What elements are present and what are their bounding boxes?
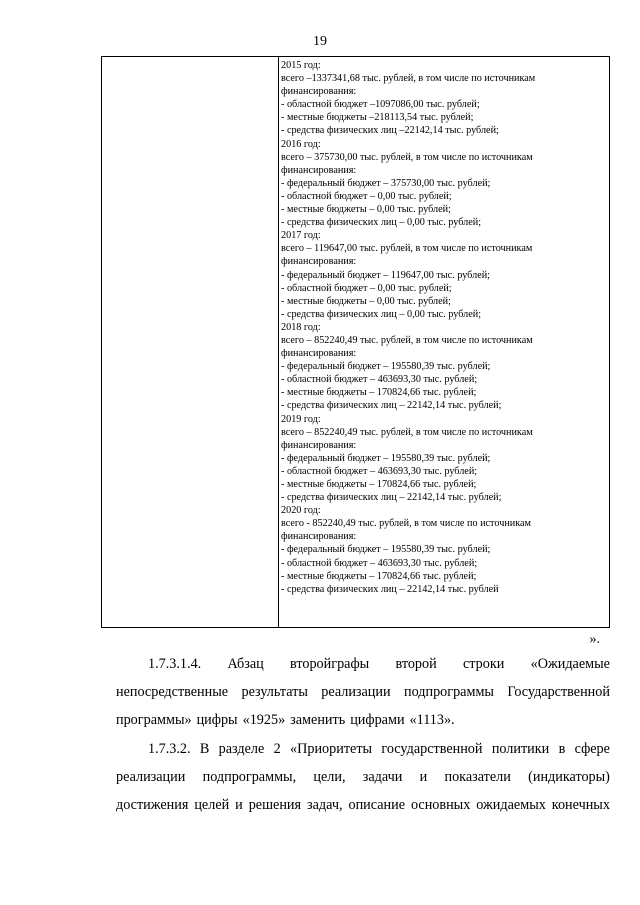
word: политики — [491, 741, 550, 757]
word: сфере — [574, 741, 610, 757]
table-line: 2018 год: — [281, 321, 321, 333]
table-line: - средства физических лиц –22142,14 тыс. рублей; — [281, 125, 499, 137]
word: «1113». — [409, 712, 455, 728]
table-line: - местные бюджеты – 170824,66 тыс. рублей; — [281, 570, 477, 582]
table-line: - областной бюджет – 463693,30 тыс. рублей; — [281, 465, 478, 477]
word: ожидаемых — [476, 797, 546, 813]
word: и — [235, 797, 243, 813]
word: Государственной — [507, 684, 610, 700]
word: реализации — [116, 769, 186, 785]
table-line: 2016 год: — [281, 138, 321, 150]
table-line: 2015 год: — [281, 60, 321, 71]
table-line: 2020 год: — [281, 505, 321, 517]
table-line: финансирования: — [281, 348, 357, 360]
paragraph-1-7-3-1-4 — [116, 650, 610, 734]
table-line: - областной бюджет – 0,00 тыс. рублей; — [281, 282, 452, 294]
word: «1925» — [242, 712, 286, 728]
word: разделе — [218, 741, 265, 757]
para1-line1 — [116, 650, 610, 678]
table-line: - областной бюджет – 463693,30 тыс. рублей; — [281, 557, 478, 569]
word: конечных — [551, 797, 610, 813]
paragraph-1-7-3-2 — [116, 735, 610, 819]
word: В — [199, 741, 210, 757]
table-line: 2019 год: — [281, 413, 321, 425]
word: Абзац — [227, 656, 264, 672]
word: достижения — [116, 797, 189, 813]
word: государственной — [381, 741, 483, 757]
table-line: - местные бюджеты – 170824,66 тыс. рублей; — [281, 479, 477, 490]
word: программы» — [116, 712, 192, 728]
word: непосредственные — [116, 684, 229, 700]
table-line: - средства физических лиц – 0,00 тыс. рублей; — [281, 217, 482, 229]
word: показатели — [444, 769, 511, 785]
closing-quote: ». — [589, 632, 600, 647]
table-line: всего – 852240,49 тыс. рублей, в том числе по источникам — [281, 334, 533, 346]
table-line: всего – 375730,00 тыс. рублей, в том числе по источникам — [281, 151, 533, 163]
word: (индикаторы) — [528, 769, 610, 785]
table-line: всего - 852240,49 тыс. рублей, в том числе по источникам — [281, 518, 531, 530]
table-line: - средства физических лиц – 22142,14 тыс. рублей — [281, 583, 499, 595]
table-line: всего – 852240,49 тыс. рублей, в том числе по источникам — [281, 426, 533, 438]
word: и — [419, 769, 428, 785]
financing-table — [101, 56, 610, 628]
table-line: - областной бюджет – 0,00 тыс. рублей; — [281, 190, 452, 202]
word: в — [558, 741, 566, 757]
word: «Приоритеты — [290, 741, 373, 757]
table-line: - федеральный бюджет – 119647,00 тыс. рублей; — [281, 269, 491, 281]
word: строки — [462, 656, 505, 672]
word: решения — [248, 797, 302, 813]
word: 2 — [273, 741, 281, 757]
word: 1.7.3.2. — [148, 741, 191, 757]
word: цели, — [313, 769, 346, 785]
para2-line3 — [116, 791, 610, 819]
table-line: финансирования: — [281, 256, 357, 268]
word: второй — [395, 656, 437, 672]
word: задачи — [362, 769, 403, 785]
table-line: 2017 год: — [281, 230, 321, 242]
para1-line3 — [116, 706, 610, 734]
table-line: - местные бюджеты – 170824,66 тыс. рублей; — [281, 387, 477, 399]
column-divider — [278, 57, 279, 627]
word: второйграфы — [290, 656, 370, 672]
word: «Ожидаемые — [530, 656, 610, 672]
table-line: - областной бюджет –1097086,00 тыс. рублей; — [281, 99, 480, 111]
para1-line2 — [116, 678, 610, 706]
table-line: - средства физических лиц – 22142,14 тыс. рублей; — [281, 400, 502, 412]
table-line: - областной бюджет – 463693,30 тыс. рублей; — [281, 374, 478, 386]
table-line: - средства физических лиц – 0,00 тыс. рублей; — [281, 308, 482, 320]
word: задач, — [306, 797, 343, 813]
table-line: финансирования: — [281, 86, 357, 98]
word: описание — [348, 797, 405, 813]
word: заменить — [290, 712, 346, 728]
table-line: - местные бюджеты – 0,00 тыс. рублей; — [281, 295, 451, 307]
word: результаты — [241, 684, 308, 700]
table-line: финансирования: — [281, 439, 357, 451]
financing-cell — [281, 59, 607, 596]
para2-line1 — [116, 735, 610, 763]
table-line: - местные бюджеты – 0,00 тыс. рублей; — [281, 204, 451, 216]
table-line: - федеральный бюджет – 195580,39 тыс. рублей; — [281, 361, 491, 373]
table-line: всего –1337341,68 тыс. рублей, в том числе по источникам — [281, 73, 536, 85]
table-line: - местные бюджеты –218113,54 тыс. рублей; — [281, 112, 474, 124]
word: 1.7.3.1.4. — [148, 656, 202, 672]
table-line: - средства физических лиц – 22142,14 тыс. рублей; — [281, 492, 502, 504]
para2-line2 — [116, 763, 610, 791]
word: подпрограммы, — [202, 769, 297, 785]
page-number: 19 — [313, 34, 327, 49]
table-line: - федеральный бюджет – 195580,39 тыс. рублей; — [281, 544, 491, 556]
table-line: финансирования: — [281, 164, 357, 176]
word: цифры — [196, 712, 238, 728]
word: подпрограммы — [403, 684, 494, 700]
word: основных — [410, 797, 471, 813]
table-line: всего – 119647,00 тыс. рублей, в том числе по источникам — [281, 243, 533, 255]
word: цифрами — [350, 712, 405, 728]
table-line: - федеральный бюджет – 375730,00 тыс. рублей; — [281, 177, 491, 189]
table-line: финансирования: — [281, 531, 357, 543]
word: целей — [194, 797, 230, 813]
word: реализации — [321, 684, 391, 700]
table-line: - федеральный бюджет – 195580,39 тыс. рублей; — [281, 452, 491, 464]
